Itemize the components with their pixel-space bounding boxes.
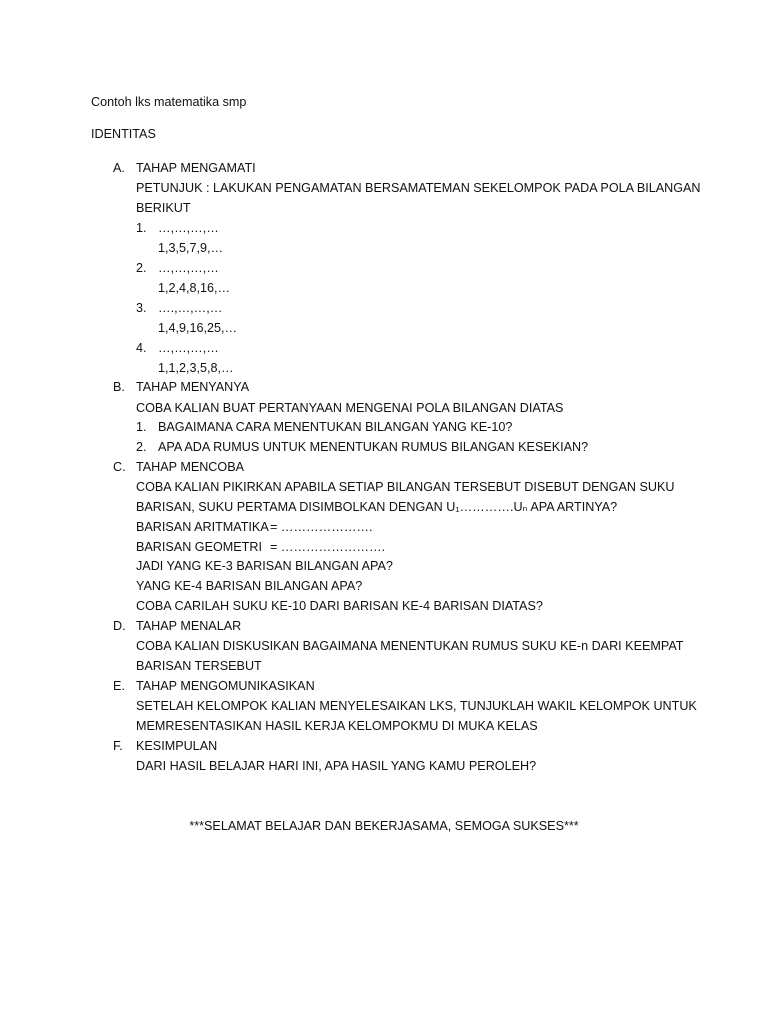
answer-blank: …,…,…,… <box>158 221 219 235</box>
question-text: BAGAIMANA CARA MENENTUKAN BILANGAN YANG KE-10? <box>158 420 513 434</box>
aritmatika-row <box>136 519 536 535</box>
section-a-marker: A. <box>113 161 125 175</box>
number-sequence: 1,3,5,7,9,… <box>158 241 224 255</box>
item-number: 2. <box>136 440 147 454</box>
closing-message: ***SELAMAT BELAJAR DAN BEKERJASAMA, SEMOGA SUKSES*** <box>189 819 579 833</box>
section-c-line1: COBA KALIAN PIKIRKAN APABILA SETIAP BILANGAN TERSEBUT DISEBUT DENGAN SUKU <box>136 480 675 494</box>
aritmatika-label: BARISAN ARITMATIKA <box>136 520 269 534</box>
section-b-marker: B. <box>113 380 125 394</box>
section-a-heading: TAHAP MENGAMATI <box>136 161 256 175</box>
item-number: 1. <box>136 420 147 434</box>
section-f-heading: KESIMPULAN <box>136 739 218 753</box>
section-e-marker: E. <box>113 679 125 693</box>
item-number: 2. <box>136 261 147 275</box>
section-e-heading: TAHAP MENGOMUNIKASIKAN <box>136 679 315 693</box>
item-number: 1. <box>136 221 147 235</box>
document-title: Contoh lks matematika smp <box>91 95 247 109</box>
section-d-heading: TAHAP MENALAR <box>136 619 242 633</box>
section-e-line1: SETELAH KELOMPOK KALIAN MENYELESAIKAN LKS, TUNJUKLAH WAKIL KELOMPOK UNTUK <box>136 699 697 713</box>
item-number: 3. <box>136 301 147 315</box>
answer-blank: ….,…,…,… <box>158 301 223 315</box>
section-f-line1: DARI HASIL BELAJAR HARI INI, APA HASIL YANG KAMU PEROLEH? <box>136 759 537 773</box>
number-sequence: 1,4,9,16,25,… <box>158 321 238 335</box>
identitas-heading: IDENTITAS <box>91 127 156 141</box>
section-e-line2: MEMRESENTASIKAN HASIL KERJA KELOMPOKMU DI MUKA KELAS <box>136 719 538 733</box>
item-number: 4. <box>136 341 147 355</box>
section-c-question-2: YANG KE-4 BARISAN BILANGAN APA? <box>136 579 363 593</box>
answer-blank: …,…,…,… <box>158 341 219 355</box>
number-sequence: 1,2,4,8,16,… <box>158 281 231 295</box>
geometri-label: BARISAN GEOMETRI <box>136 540 262 554</box>
section-b-intro: COBA KALIAN BUAT PERTANYAAN MENGENAI POLA BILANGAN DIATAS <box>136 401 564 415</box>
section-c-line2: BARISAN, SUKU PERTAMA DISIMBOLKAN DENGAN U₁………….Uₙ APA ARTINYA? <box>136 500 618 514</box>
aritmatika-blank: = …………………. <box>270 520 373 534</box>
section-a-instruction-line1: PETUNJUK : LAKUKAN PENGAMATAN BERSAMATEMAN SEKELOMPOK PADA POLA BILANGAN <box>136 181 701 195</box>
question-text: APA ADA RUMUS UNTUK MENENTUKAN RUMUS BILANGAN KESEKIAN? <box>158 440 589 454</box>
number-sequence: 1,1,2,3,5,8,… <box>158 361 234 375</box>
section-b-heading: TAHAP MENYANYA <box>136 380 250 394</box>
geometri-row <box>136 539 536 555</box>
section-d-line1: COBA KALIAN DISKUSIKAN BAGAIMANA MENENTUKAN RUMUS SUKU KE-n DARI KEEMPAT <box>136 639 684 653</box>
geometri-blank: = ……………………. <box>270 540 386 554</box>
section-f-marker: F. <box>113 739 123 753</box>
section-a-instruction-line2: BERIKUT <box>136 201 191 215</box>
section-d-marker: D. <box>113 619 126 633</box>
section-c-question-1: JADI YANG KE-3 BARISAN BILANGAN APA? <box>136 559 393 573</box>
answer-blank: …,…,…,… <box>158 261 219 275</box>
section-c-marker: C. <box>113 460 126 474</box>
section-c-heading: TAHAP MENCOBA <box>136 460 244 474</box>
section-c-question-3: COBA CARILAH SUKU KE-10 DARI BARISAN KE-4 BARISAN DIATAS? <box>136 599 543 613</box>
section-d-line2: BARISAN TERSEBUT <box>136 659 262 673</box>
